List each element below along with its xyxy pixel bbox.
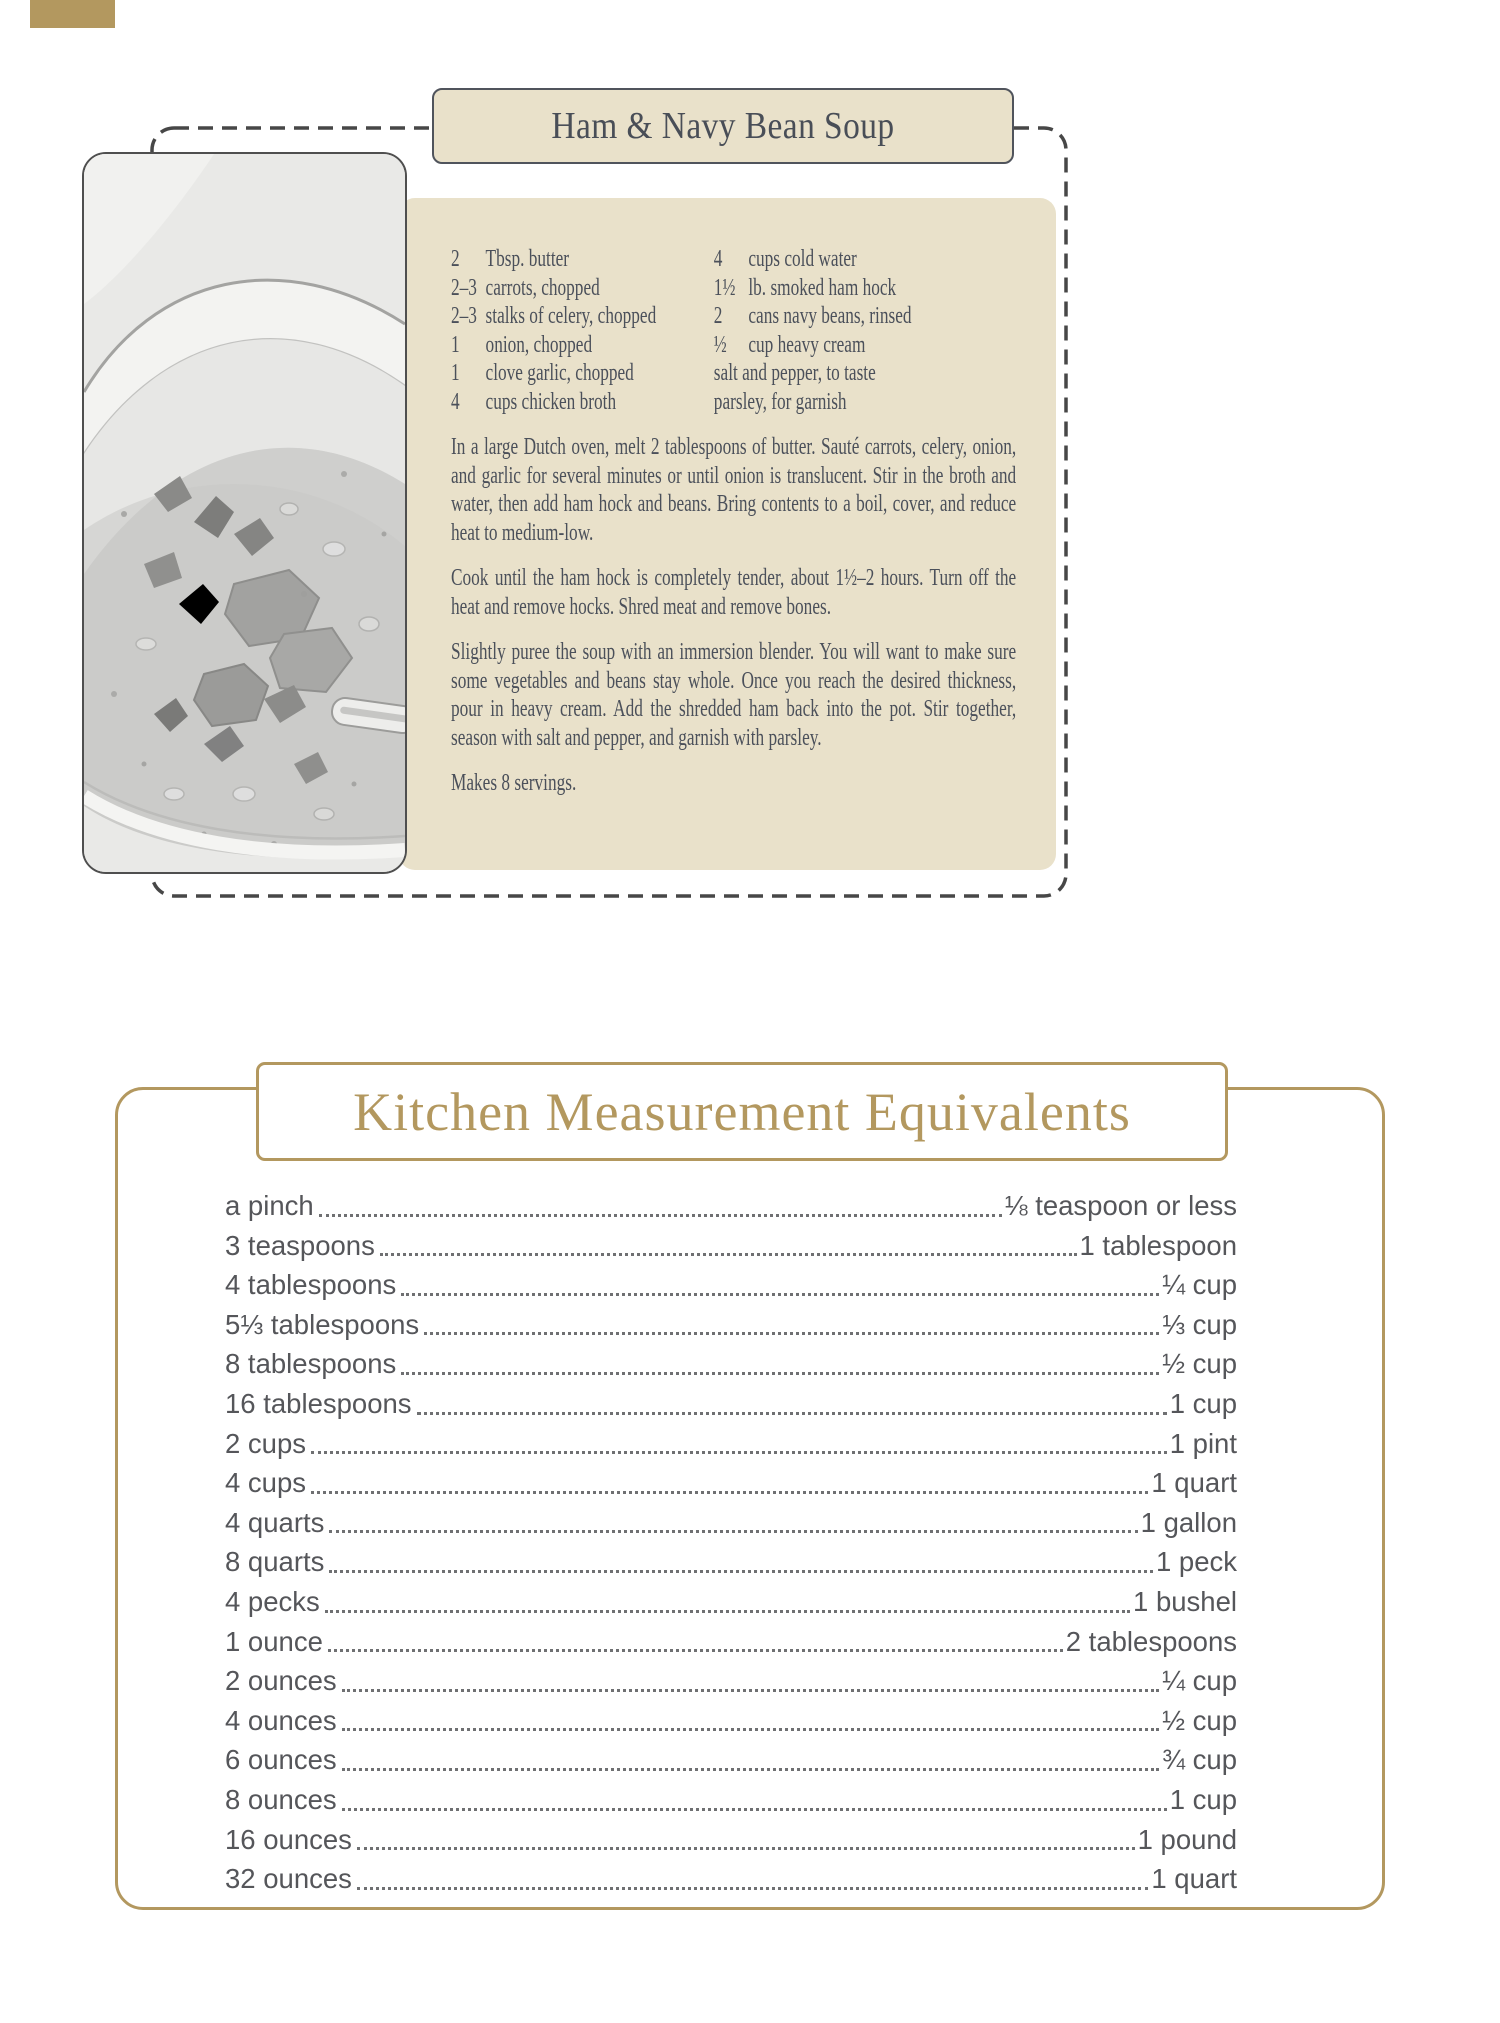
ingredient-name: lb. smoked ham hock	[748, 274, 897, 301]
dot-leader	[357, 1887, 1148, 1890]
equivalents-table	[225, 1186, 1237, 1899]
measure-to: 1 cup	[1169, 1387, 1237, 1419]
ingredient-row	[714, 388, 1016, 417]
ingredients-column-right	[714, 245, 1016, 416]
measure-to: ½ cup	[1162, 1704, 1237, 1736]
ingredient-quantity: 1½	[713, 274, 736, 301]
ingredient-row	[714, 331, 1016, 360]
measure-from: 8 ounces	[225, 1783, 337, 1815]
measure-from: 16 ounces	[225, 1823, 352, 1855]
ingredient-row	[451, 245, 714, 274]
ingredient-name: parsley, for garnish	[713, 388, 847, 415]
equivalents-title: Kitchen Measurement Equivalents	[353, 1081, 1131, 1142]
equivalents-row	[225, 1463, 1237, 1503]
measure-to: ¾ cup	[1162, 1744, 1237, 1776]
ingredient-name: Tbsp. butter	[485, 246, 570, 272]
recipe-title: Ham & Navy Bean Soup	[551, 105, 895, 147]
recipe-instructions	[451, 433, 1016, 752]
ingredient-quantity: ½	[713, 331, 727, 358]
instruction-paragraph: Cook until the ham hock is completely tender, about 1½–2 hours. Turn off the heat and remove hocks. Shred meat and remove bones.	[451, 565, 1017, 620]
equivalents-title-box	[256, 1062, 1228, 1161]
ingredient-name: cups cold water	[748, 246, 857, 272]
dot-leader	[329, 1530, 1137, 1533]
measure-from: 4 cups	[225, 1467, 307, 1499]
ingredient-row	[714, 274, 1016, 303]
recipe-title-box	[432, 88, 1014, 164]
soup-photo-drawing	[84, 154, 405, 872]
soup-photo-image	[82, 152, 407, 874]
measure-from: 4 quarts	[225, 1506, 325, 1538]
measure-from: 16 tablespoons	[225, 1387, 412, 1419]
measure-to: 1 pound	[1137, 1823, 1237, 1855]
ingredient-name: onion, chopped	[485, 331, 593, 358]
equivalents-row	[225, 1305, 1237, 1345]
dot-leader	[328, 1649, 1063, 1652]
measure-to: 1 pint	[1169, 1427, 1237, 1459]
ingredient-row	[451, 388, 714, 417]
equivalents-row	[225, 1424, 1237, 1464]
ingredient-row	[714, 302, 1016, 331]
ingredient-name: cups chicken broth	[485, 388, 617, 415]
ingredient-name: salt and pepper, to taste	[713, 360, 876, 386]
ingredients-list	[451, 245, 1016, 416]
dot-leader	[342, 1728, 1159, 1731]
dot-leader	[424, 1332, 1159, 1335]
ingredient-quantity: 1	[451, 360, 460, 386]
measure-from: 6 ounces	[225, 1744, 337, 1776]
ingredient-name: carrots, chopped	[485, 274, 600, 301]
dot-leader	[417, 1412, 1167, 1415]
dot-leader	[342, 1808, 1167, 1811]
equivalents-row	[225, 1740, 1237, 1780]
measure-from: 8 quarts	[225, 1546, 325, 1578]
equivalents-row	[225, 1859, 1237, 1899]
ingredient-row	[451, 302, 714, 331]
measure-to: 1 quart	[1151, 1863, 1237, 1895]
equivalents-row	[225, 1582, 1237, 1622]
instruction-paragraph: Slightly puree the soup with an immersion blender. You will want to make sure some vegetables and beans stay whole. Once you reach the desired thickness, pour in heavy cream. Add the shredded ham back into the pot. Stir together, season with salt and pepper, and garnish with parsley.	[451, 639, 1017, 751]
equivalents-row	[225, 1701, 1237, 1741]
measure-from: 2 cups	[225, 1427, 307, 1459]
equivalents-row	[225, 1622, 1237, 1662]
equivalents-row	[225, 1344, 1237, 1384]
measure-from: 1 ounce	[225, 1625, 323, 1657]
instruction-paragraph: In a large Dutch oven, melt 2 tablespoons of butter. Sauté carrots, celery, onion, and garlic for several minutes or until onion is translucent. Stir in the broth and water, then add ham hock and beans. Bring contents to a boil, cover, and reduce heat to medium-low.	[451, 434, 1017, 546]
measure-to: 1 peck	[1155, 1546, 1237, 1578]
measure-to: 1 bushel	[1133, 1585, 1237, 1617]
ingredient-quantity: 2	[451, 246, 460, 272]
measure-from: a pinch	[225, 1190, 314, 1221]
ingredient-row	[451, 274, 714, 303]
measure-from: 4 tablespoons	[225, 1269, 397, 1301]
measure-to: ⅓ cup	[1162, 1308, 1237, 1340]
ingredient-row	[451, 359, 714, 388]
ingredient-row	[714, 359, 1016, 388]
ingredient-name: cans navy beans, rinsed	[748, 303, 912, 329]
ingredient-quantity: 1	[451, 331, 460, 358]
equivalents-row	[225, 1265, 1237, 1305]
measure-to: 2 tablespoons	[1065, 1625, 1237, 1657]
ingredient-row	[714, 245, 1016, 274]
dot-leader	[325, 1610, 1130, 1613]
recipe-yield: Makes 8 servings.	[451, 770, 577, 796]
measure-from: 3 teaspoons	[225, 1229, 375, 1261]
dot-leader	[319, 1214, 1002, 1217]
equivalents-row	[225, 1503, 1237, 1543]
measure-from: 5⅓ tablespoons	[225, 1308, 420, 1340]
dot-leader	[342, 1768, 1159, 1771]
measure-from: 32 ounces	[225, 1863, 352, 1895]
measure-from: 2 ounces	[225, 1665, 337, 1697]
dot-leader	[329, 1570, 1153, 1573]
page-corner-decoration	[30, 0, 115, 28]
measure-to: ½ cup	[1162, 1348, 1237, 1380]
dot-leader	[357, 1847, 1135, 1850]
equivalents-row	[225, 1186, 1237, 1226]
ingredient-quantity: 4	[451, 388, 460, 415]
ingredient-quantity: 4	[713, 246, 723, 272]
equivalents-row	[225, 1820, 1237, 1860]
equivalents-row	[225, 1226, 1237, 1266]
measure-to: 1 quart	[1151, 1467, 1237, 1499]
recipe-content-panel	[399, 198, 1056, 870]
dot-leader	[342, 1689, 1159, 1692]
dot-leader	[311, 1491, 1148, 1494]
measure-from: 4 ounces	[225, 1704, 337, 1736]
dot-leader	[401, 1293, 1159, 1296]
measure-to: ⅛ teaspoon or less	[1004, 1190, 1237, 1221]
measure-to: ¼ cup	[1162, 1665, 1237, 1697]
ingredient-name: clove garlic, chopped	[485, 360, 634, 386]
ingredient-quantity: 2	[713, 303, 723, 329]
ingredient-name: cup heavy cream	[748, 331, 866, 358]
dot-leader	[380, 1253, 1077, 1256]
measure-from: 4 pecks	[225, 1585, 320, 1617]
dot-leader	[311, 1451, 1167, 1454]
measure-to: 1 cup	[1169, 1783, 1237, 1815]
measure-to: 1 tablespoon	[1079, 1229, 1237, 1261]
dot-leader	[401, 1372, 1159, 1375]
equivalents-row	[225, 1384, 1237, 1424]
measure-from: 8 tablespoons	[225, 1348, 397, 1380]
measure-to: ¼ cup	[1162, 1269, 1237, 1301]
equivalents-row	[225, 1542, 1237, 1582]
equivalents-row	[225, 1661, 1237, 1701]
ingredient-row	[451, 331, 714, 360]
ingredients-column-left	[451, 245, 714, 416]
ingredient-name: stalks of celery, chopped	[485, 303, 657, 329]
measure-to: 1 gallon	[1140, 1506, 1237, 1538]
ingredient-quantity: 2–3	[451, 274, 477, 301]
equivalents-row	[225, 1780, 1237, 1820]
ingredient-quantity: 2–3	[451, 303, 477, 329]
